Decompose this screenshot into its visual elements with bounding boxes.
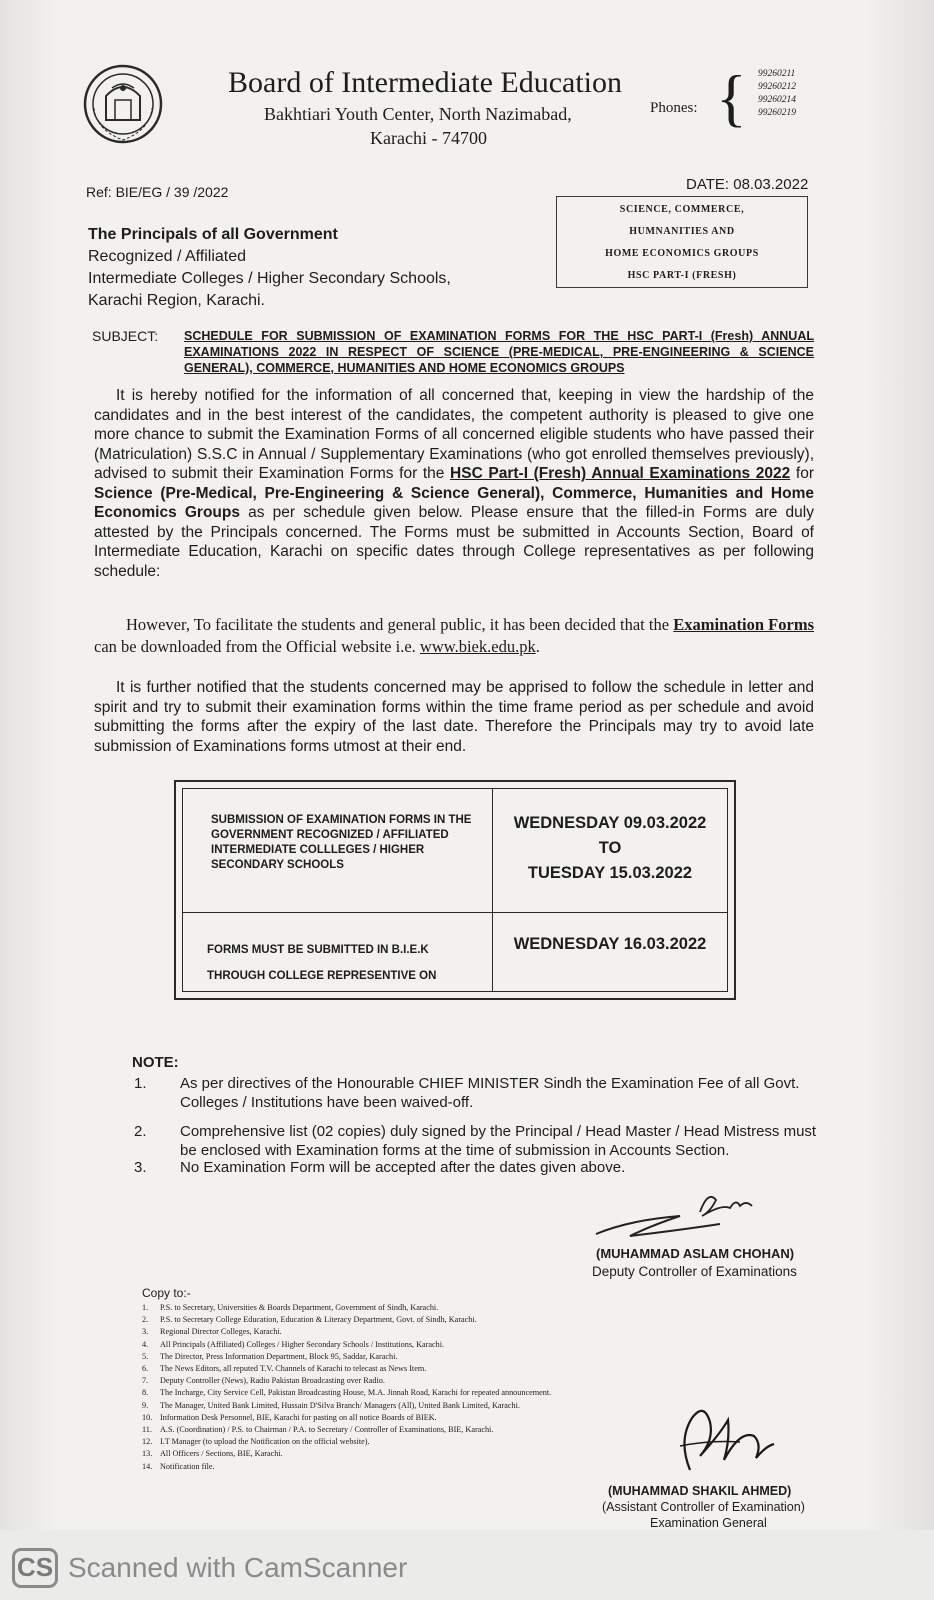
- groups-line: HUMNANITIES AND: [629, 226, 735, 237]
- addressee-block: [88, 224, 451, 312]
- copy-to-item: 14. Notification file.: [142, 1461, 215, 1471]
- schedule-task-2: FORMS MUST BE SUBMITTED IN B.I.E.K THROUGH COLLEGE REPRESENTIVE ON: [183, 913, 493, 991]
- copy-to-item: 4. All Principals (Affiliated) Colleges / Higher Secondary Schools / Institutions, Karachi.: [142, 1339, 445, 1349]
- brace-glyph: {: [716, 62, 747, 133]
- groups-line: HOME ECONOMICS GROUPS: [605, 248, 759, 259]
- schedule-table: [174, 780, 736, 1000]
- address-line-2: Karachi - 74700: [370, 128, 487, 148]
- note-item: [134, 1158, 824, 1177]
- letter-date: DATE: 08.03.2022: [686, 176, 809, 193]
- note-number: 3.: [134, 1159, 147, 1176]
- phones-label: Phones:: [650, 100, 698, 116]
- subject-text: SCHEDULE FOR SUBMISSION OF EXAMINATION FORMS FOR THE HSC PART-I (Fresh) ANNUAL EXAMINATIONS 2022 IN RESPECT OF SCIENCE (PRE-MEDICAL, PRE-ENGINEERING & SCIENCE GENERAL), COMMERCE, HUMANITIES AND HOME ECONOMICS GROUPS: [184, 329, 814, 375]
- paragraph-2-text: .: [535, 637, 540, 656]
- paragraph-2: [94, 614, 814, 658]
- copy-to-item: 12. I.T Manager (to upload the Notification on the official website).: [142, 1437, 370, 1447]
- note-number: 1.: [134, 1075, 147, 1092]
- note-item: [134, 1074, 824, 1112]
- copy-to-item: 7. Deputy Controller (News), Radio Pakistan Broadcasting over Radio.: [142, 1376, 385, 1386]
- schedule-date-2: WEDNESDAY 16.03.2022: [513, 935, 707, 953]
- schedule-date-1: [493, 789, 727, 913]
- board-seal-logo: [82, 58, 164, 150]
- copy-to-list: [142, 1302, 702, 1473]
- groups-line: HSC PART-I (FRESH): [627, 270, 737, 281]
- board-title: Board of Intermediate Education: [228, 66, 623, 99]
- paragraph-1: [94, 386, 814, 581]
- paragraph-1-groups: Science (Pre-Medical, Pre-Engineering & Science General), Commerce, Humanities and Home Economics Groups: [94, 484, 814, 521]
- paragraph-2-forms: Examination Forms: [673, 615, 814, 634]
- phone-number: 99260211: [758, 69, 796, 79]
- signatory-1-name: (MUHAMMAD ASLAM CHOHAN): [596, 1246, 795, 1261]
- signatory-2-name: (MUHAMMAD SHAKIL AHMED): [608, 1484, 792, 1498]
- groups-line: SCIENCE, COMMERCE,: [619, 204, 745, 215]
- copy-to-item: 8. The Incharge, City Service Cell, Pakistan Broadcasting House, M.A. Jinnah Road, Karachi for repeated announcement.: [142, 1388, 552, 1398]
- copy-to-item: 1. P.S. to Secretary, Universities & Boards Department, Government of Sindh, Karachi.: [142, 1303, 439, 1312]
- note-text: As per directives of the Honourable CHIEF MINISTER Sindh the Examination Fee of all Govt. Colleges / Institutions have been waived-off.: [180, 1075, 800, 1111]
- subject-label: SUBJECT:: [92, 328, 159, 344]
- copy-to-item: 3. Regional Director Colleges, Karachi.: [142, 1327, 282, 1337]
- website-link[interactable]: www.biek.edu.pk: [419, 637, 536, 656]
- paragraph-1-text: It is hereby notified for the information of all concerned that, keeping in view the hardship of the candidates and in the best interest of the candidates, the competent authority is pleased to give one more chance to submit the Examination Forms of all concerned eligible students who have passed their (Matriculation) S.S.C in Annual / Supplementary Examinations (who got enrolled themselves previously), advised to submit their Examination Forms for the: [94, 387, 814, 482]
- copy-to-heading: Copy to:-: [142, 1286, 191, 1300]
- address-line-1: Bakhtiari Youth Center, North Nazimabad,: [264, 104, 572, 124]
- signature-1: [590, 1186, 800, 1242]
- copy-to-item: 13. All Officers / Sections, BIE, Karachi.: [142, 1449, 283, 1459]
- signatory-1-designation: Deputy Controller of Examinations: [592, 1264, 797, 1279]
- paragraph-2-text: can be downloaded from the Official website i.e.: [94, 637, 420, 656]
- paragraph-3: It is further notified that the students concerned may be apprised to follow the schedule in letter and spirit and try to submit their examination forms within the time frame period as per schedule and avoid submitting the forms after the expiry of the last date. Therefore the Principals may try to avoid late submission of Examinations forms utmost at their end.: [94, 679, 814, 755]
- paragraph-1-text: as per schedule given below. Please ensure that the filled-in Forms are duly attested by the Principals concerned. The Forms must be submitted in Accounts Section, Board of Intermediate Education, Karachi on specific dates through College representatives as per following schedule:: [94, 504, 814, 580]
- note-text: No Examination Form will be accepted after the dates given above.: [180, 1159, 626, 1176]
- schedule-grid: [182, 788, 728, 992]
- groups-box: [556, 196, 808, 288]
- note-heading: NOTE:: [132, 1054, 179, 1071]
- schedule-date-to-label: TO: [598, 839, 622, 857]
- addressee-line: Intermediate Colleges / Higher Secondary Schools,: [88, 270, 451, 287]
- copy-to-item: 6. The News Editors, all reputed T.V. Channels of Karachi to telecast as News Item.: [142, 1364, 427, 1374]
- copy-to-item: 5. The Director, Press Information Department, Block 95, Saddar, Karachi.: [142, 1351, 398, 1361]
- copy-to-item: 11. A.S. (Coordination) / P.S. to Chairman / P.A. to Secretary / Controller of Examinations, BIE, Karachi.: [142, 1425, 494, 1435]
- reference-number: Ref: BIE/EG / 39 /2022: [86, 184, 229, 200]
- phone-number: 99260212: [758, 82, 796, 92]
- schedule-date-from: WEDNESDAY 09.03.2022: [513, 814, 707, 832]
- camscanner-logo-icon: CS: [12, 1548, 58, 1588]
- copy-to-item: 2. P.S. to Secretary College Education, Education & Literacy Department, Govt. of Sindh, Karachi.: [142, 1315, 477, 1325]
- copy-to-item: 9. The Manager, United Bank Limited, Hussain D'Silva Branch/ Managers (All), United Bank Limited, Karachi.: [142, 1400, 520, 1410]
- note-text: Comprehensive list (02 copies) duly signed by the Principal / Head Master / Head Mistress must be enclosed with Examination forms at the time of submission in Accounts Section.: [180, 1123, 817, 1159]
- scan-shadow-left: [0, 0, 60, 1530]
- scan-shadow-right: [864, 0, 934, 1530]
- addressee-line: The Principals of all Government: [88, 226, 338, 243]
- scanner-watermark-text: Scanned with CamScanner: [68, 1552, 408, 1583]
- schedule-date-to: TUESDAY 15.03.2022: [527, 864, 693, 882]
- phone-numbers: [758, 68, 796, 120]
- paragraph-2-text: However, To facilitate the students and general public, it has been decided that the: [126, 615, 674, 634]
- phone-number: 99260214: [758, 95, 796, 105]
- phone-number: 99260219: [758, 108, 796, 118]
- paragraph-1-exam-name: HSC Part-I (Fresh) Annual Examinations 2022: [450, 465, 791, 482]
- signatory-2-designation: (Assistant Controller of Examination): [602, 1500, 805, 1514]
- note-item: [134, 1122, 824, 1160]
- signatory-2-department: Examination General: [650, 1516, 767, 1530]
- addressee-line: Karachi Region, Karachi.: [88, 292, 265, 309]
- note-number: 2.: [134, 1123, 147, 1140]
- paragraph-1-text: for: [790, 465, 814, 482]
- schedule-task-1: SUBMISSION OF EXAMINATION FORMS IN THE GOVERNMENT RECOGNIZED / AFFILIATED INTERMEDIATE COLLLEGES / HIGHER SECONDARY SCHOOLS: [183, 789, 493, 913]
- signature-2: [670, 1400, 780, 1476]
- copy-to-item: 10. Information Desk Personnel, BIE, Karachi for pasting on all notice Boards of BIEK.: [142, 1412, 437, 1422]
- addressee-line: Recognized / Affiliated: [88, 248, 247, 265]
